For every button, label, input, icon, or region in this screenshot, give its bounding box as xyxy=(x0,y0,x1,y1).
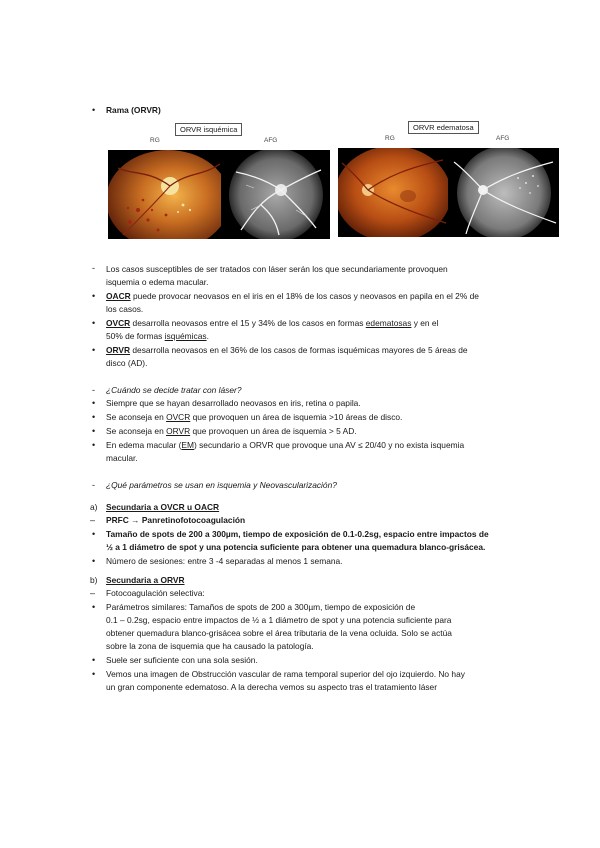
term-oacr: OACR xyxy=(106,291,131,301)
text-line: ½ a 1 diámetro de spot y una potencia suficiente para obtener una quemadura blanco-grisácea. xyxy=(106,542,486,552)
text-line: En edema macular (EM) secundario a ORVR que provoque una AV ≤ 20/40 y no exista isquemia xyxy=(106,440,465,450)
text-line: isquemia o edema macular. xyxy=(106,277,209,287)
fundus-photo-rg-edematosa xyxy=(338,148,448,237)
label-afg: AFG xyxy=(496,135,510,142)
dash-marker: - xyxy=(92,385,95,395)
list-marker-b: b) xyxy=(90,575,98,585)
text-line: PRFC → Panretinofotocoagulación xyxy=(106,515,246,525)
text-line: obtener quemadura blanco-grisácea sobre el área tributaria de la vena ocluida. Solo se actúa xyxy=(106,628,452,638)
text-line: Vemos una imagen de Obstrucción vascular de rama temporal superior del ojo izquierdo. No hay xyxy=(106,669,465,679)
figure-box-label-edematosa: ORVR edematosa xyxy=(408,121,479,134)
question-heading: ¿Qué parámetros se usan en isquemia y Neovascularización? xyxy=(106,480,337,490)
fundus-photo-rg-isquemica xyxy=(108,150,221,239)
bullet: • xyxy=(92,291,96,301)
dash-marker: – xyxy=(90,588,96,598)
question-heading: ¿Cuándo se decide tratar con láser? xyxy=(106,385,242,395)
text-line: disco (AD). xyxy=(106,358,148,368)
bullet: • xyxy=(92,655,96,665)
text-line: Se aconseja en ORVR que provoquen un área de isquemia > 5 AD. xyxy=(106,426,357,436)
text-line: Los casos susceptibles de ser tratados con láser serán los que secundariamente provoquen xyxy=(106,264,448,274)
bullet: • xyxy=(92,398,96,408)
text-line: ORVR desarrolla neovasos en el 36% de los casos de formas isquémicas mayores de 5 áreas de xyxy=(106,345,468,355)
dash-marker: - xyxy=(92,263,95,273)
bullet: • xyxy=(92,426,96,436)
label-afg: AFG xyxy=(264,137,278,144)
term-orvr: ORVR xyxy=(106,345,131,355)
text-line: Número de sesiones: entre 3 -4 separadas al menos 1 semana. xyxy=(106,556,343,566)
dash-marker: - xyxy=(92,480,95,490)
bullet: • xyxy=(92,556,96,566)
section-title: Rama (ORVR) xyxy=(106,105,161,115)
text-line: Fotocoagulación selectiva: xyxy=(106,588,205,598)
bullet: • xyxy=(92,345,96,355)
bullet: • xyxy=(92,318,96,328)
subsection-title: Secundaria a OVCR u OACR xyxy=(106,502,220,512)
label-rg: RG xyxy=(385,135,395,142)
bullet: • xyxy=(92,412,96,422)
bullet: • xyxy=(92,105,96,115)
fluorescein-angiography-edematosa xyxy=(448,148,559,237)
term-ovcr: OVCR xyxy=(106,318,131,328)
bullet: • xyxy=(92,602,96,612)
text-line: los casos. xyxy=(106,304,144,314)
text-line: OVCR desarrolla neovasos entre el 15 y 34% de los casos en formas edematosas y en el xyxy=(106,318,439,328)
list-marker-a: a) xyxy=(90,502,98,512)
text-line: Parámetros similares: Tamaños de spots de 200 a 300µm, tiempo de exposición de xyxy=(106,602,416,612)
text-line: 0.1 – 0.2sg, espacio entre impactos de ½ a 1 diámetro de spot y una potencia suficiente para xyxy=(106,615,452,625)
label-rg: RG xyxy=(150,137,160,144)
text-line: macular. xyxy=(106,453,138,463)
text-line: 50% de formas isquémicas. xyxy=(106,331,209,341)
bullet: • xyxy=(92,529,96,539)
text-line: Se aconseja en OVCR que provoquen un área de isquemia >10 áreas de disco. xyxy=(106,412,403,422)
fluorescein-angiography-isquemica xyxy=(221,150,330,239)
text-line: Tamaño de spots de 200 a 300µm, tiempo de exposición de 0.1-0.2sg, espacio entre impactos de xyxy=(106,529,489,539)
text-line: Suele ser suficiente con una sola sesión. xyxy=(106,655,258,665)
bullet: • xyxy=(92,669,96,679)
text-line: sobre la zona de isquemia que ha causado la patología. xyxy=(106,641,314,651)
figure-box-label-isquemica: ORVR isquémica xyxy=(175,123,242,136)
text-line: Siempre que se hayan desarrollado neovasos en iris, retina o papila. xyxy=(106,398,361,408)
text-line: un gran componente edematoso. A la derecha vemos su aspecto tras el tratamiento láser xyxy=(106,682,438,692)
bullet: • xyxy=(92,440,96,450)
dash-marker: – xyxy=(90,515,96,525)
subsection-title: Secundaria a ORVR xyxy=(106,575,185,585)
text-line: OACR puede provocar neovasos en el iris en el 18% de los casos y neovasos en papila en el 2% de xyxy=(106,291,479,301)
